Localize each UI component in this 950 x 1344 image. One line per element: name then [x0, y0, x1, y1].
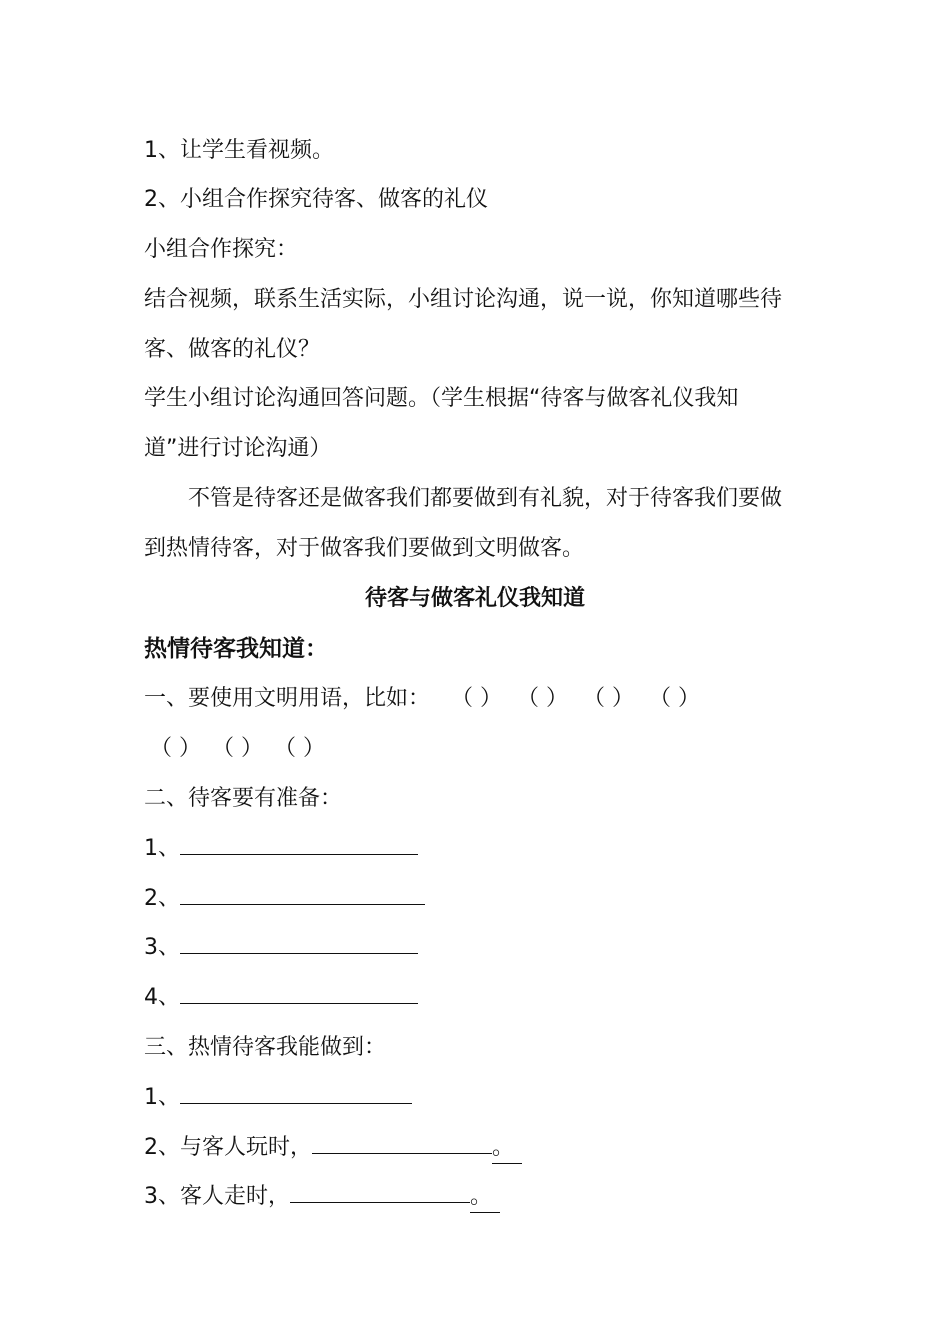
item-number: 1、: [144, 836, 180, 861]
fill-blank-line[interactable]: [180, 983, 418, 1004]
explore-question-line-1: 结合视频，联系生活实际，小组讨论沟通，说一说，你知道哪些待: [144, 287, 783, 312]
explore-label: 小组合作探究：: [144, 237, 299, 262]
explore-question-line-2: 客、做客的礼仪？: [144, 337, 321, 362]
fill-blank-line[interactable]: [312, 1133, 492, 1154]
section-2-item-2: [144, 884, 425, 914]
item-number: 2、: [144, 886, 180, 911]
explore-answer-line-2: 道”进行讨论沟通）: [144, 436, 332, 461]
item-number: 1、: [144, 1085, 180, 1110]
section-3-item-2: [144, 1133, 522, 1164]
section-3-item-1: [144, 1083, 412, 1113]
section-2-label: 二、待客要有准备：: [144, 786, 343, 811]
paren-row-2: [150, 734, 325, 764]
end-punctuation: 。: [470, 1182, 500, 1213]
section-3-label: 三、热情待客我能做到：: [144, 1035, 387, 1060]
paren-blank[interactable]: （ ）: [212, 736, 263, 761]
section-2-item-3: [144, 933, 418, 963]
section-2-item-1: [144, 834, 418, 864]
worksheet-title: 待客与做客礼仪我知道: [364, 586, 585, 611]
paren-blank[interactable]: （ ）: [517, 686, 569, 711]
fill-blank-line[interactable]: [180, 884, 425, 905]
fill-blank-line[interactable]: [180, 933, 418, 954]
paren-blank[interactable]: （ ）: [274, 736, 325, 761]
paren-blank[interactable]: （ ）: [451, 686, 503, 711]
fill-blank-line[interactable]: [180, 834, 418, 855]
summary-line-2: 到热情待客，对于做客我们要做到文明做客。: [144, 536, 585, 561]
step-2: 2、小组合作探究待客、做客的礼仪: [144, 187, 488, 212]
end-punctuation: 。: [492, 1133, 522, 1164]
paren-blank[interactable]: （ ）: [150, 736, 201, 761]
fill-blank-line[interactable]: [290, 1182, 470, 1203]
step-1: 1、让学生看视频。: [144, 138, 334, 163]
explore-answer-line-1: 学生小组讨论沟通回答问题。（学生根据“待客与做客礼仪我知: [144, 386, 739, 411]
section-3-item-3: [144, 1182, 500, 1213]
worksheet-heading: 热情待客我知道：: [144, 636, 328, 662]
paren-blank[interactable]: （ ）: [649, 686, 701, 711]
section-1-row: [144, 684, 700, 714]
item-prompt: 2、与客人玩时，: [144, 1135, 312, 1160]
summary-line-1: 不管是待客还是做客我们都要做到有礼貌，对于待客我们要做: [188, 486, 783, 511]
section-1-label: 一、要使用文明用语，比如：: [144, 686, 431, 711]
item-prompt: 3、客人走时，: [144, 1184, 290, 1209]
section-2-item-4: [144, 983, 418, 1013]
item-number: 3、: [144, 935, 180, 960]
paren-blank[interactable]: （ ）: [583, 686, 635, 711]
fill-blank-line[interactable]: [180, 1083, 412, 1104]
item-number: 4、: [144, 985, 180, 1010]
